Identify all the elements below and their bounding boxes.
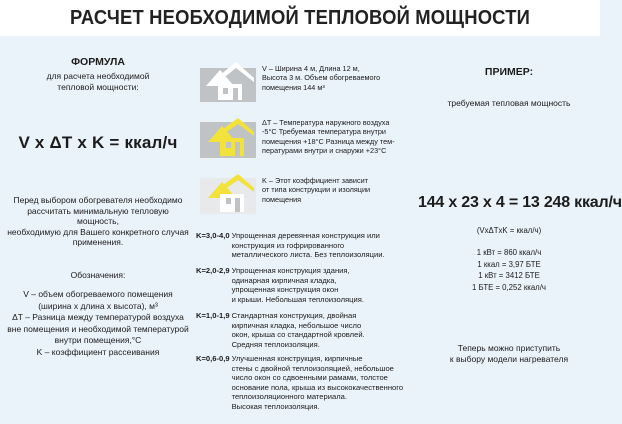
formula-subheading-line-2: тепловой мощности:: [57, 82, 139, 92]
coefficient-text-line: Упрощенная конструкция здания,: [231, 266, 350, 275]
explanation-column: [196, 56, 418, 411]
coefficient-text: [230, 266, 364, 304]
example-column: [418, 66, 622, 365]
coefficient-text-line: Высокая теплоизоляция.: [231, 401, 320, 411]
coefficient-k-2-2-9: [196, 266, 418, 304]
example-heading: ПРИМЕР:: [484, 66, 534, 78]
coefficient-text-line: Улучшенная конструкция, кирпичные: [231, 354, 363, 363]
coefficient-row: [196, 168, 418, 224]
coefficient-text-line: Средняя теплоизоляция.: [231, 339, 320, 349]
coefficient-text-line: теплоизоляционного материала.: [231, 392, 347, 402]
notation-k: K – коэффициент рассеивания: [36, 346, 160, 357]
coefficient-k-0-6-0-9: [196, 354, 418, 412]
conversion-line: 1 кВт = 3412 БТЕ: [478, 271, 540, 280]
coefficient-text-line: одинарная кирпичная кладка,: [231, 275, 337, 285]
unit-conversions: [418, 247, 600, 293]
intro-paragraph: [0, 195, 196, 248]
coefficient-text-line: Стандартная конструкция, двойная: [231, 311, 357, 320]
coefficient-line-2: от типа конструкции и изоляции: [262, 185, 371, 195]
coefficient-text-line: и крыши. Небольшая теплоизоляция.: [231, 294, 364, 304]
page-title: РАСЧЕТ НЕОБХОДИМОЙ ТЕПЛОВОЙ МОЩНОСТИ: [69, 6, 531, 29]
coefficient-text: [230, 311, 365, 349]
intro-line-4: применения.: [72, 237, 124, 247]
conversion-line: 1 БТЕ = 0,252 ккал/ч: [472, 282, 546, 292]
example-subheading: требуемая тепловая мощность: [447, 98, 571, 108]
volume-line-2: Высота 3 м. Объем обогреваемого: [262, 73, 381, 83]
example-calculation: 144 x 23 x 4 = 13 248 ккал/ч: [418, 194, 622, 211]
formula-subheading-line-1: для расчета необходимой: [46, 71, 150, 81]
house-volume-icon: [200, 56, 256, 102]
coefficient-text-line: число окон со сдвоенными рамами, толстое: [231, 373, 388, 383]
coefficient-text-line: кирпичная кладка, небольшое число: [231, 320, 362, 330]
notation-v-line-2: (ширина x длина x высота), м³: [38, 300, 158, 311]
coefficient-text: [230, 354, 404, 412]
title-bar: [0, 0, 600, 36]
volume-line-1: V – Ширина 4 м, Длина 12 м,: [262, 64, 360, 73]
notation-title: Обозначения:: [70, 269, 126, 280]
temperature-line-4: пературами внутри и снаружи +23°С: [262, 145, 387, 155]
coefficient-text-line: конструкция из гофрированного: [231, 240, 345, 250]
coefficient-text-line: Упрощенная деревянная конструкция или: [231, 231, 380, 240]
formula-subheading: [0, 71, 196, 93]
next-step-line-2: к выбору модели нагревателя: [449, 354, 569, 364]
coefficient-line-3: помещения: [262, 194, 302, 204]
formula-heading: ФОРМУЛА: [71, 56, 125, 68]
notation-legend: [0, 270, 196, 359]
coefficient-key: K=2,0-2,9: [196, 266, 230, 275]
temperature-line-1: ΔT – Температура наружного воздуха: [262, 118, 390, 127]
volume-line-3: помещения 144 м³: [262, 82, 325, 92]
volume-row: [196, 56, 418, 112]
conversion-line: 1 ккал = 3,97 БТЕ: [477, 259, 541, 269]
example-formula-small: (VxΔTxK = ккал/ч): [476, 226, 542, 235]
notation-t-line-2: вне помещения и необходимой температурой: [7, 323, 189, 334]
coefficient-text-line: упрощенная конструкция окон: [231, 285, 339, 295]
coefficient-line-1: K – Этот коэффициент зависит: [262, 176, 369, 185]
notation-t-line-1: ΔT – Разница между температурой воздуха: [12, 312, 184, 322]
volume-description: [262, 64, 380, 92]
coefficient-key: K=0,6-0,9: [196, 354, 230, 363]
temperature-line-2: -5°С Требуемая температура внутри: [262, 127, 386, 137]
house-coefficient-icon: [200, 168, 256, 214]
conversion-line: 1 кВт = 860 ккал/ч: [476, 248, 542, 257]
intro-line-1: Перед выбором обогревателя необходимо: [13, 195, 183, 205]
temperature-description: [262, 118, 395, 155]
next-step-line-1: Теперь можно приступить: [457, 343, 561, 353]
coefficient-description: [262, 176, 370, 204]
coefficient-k-3-4: [196, 231, 418, 260]
temperature-row: [196, 112, 418, 168]
intro-line-2: рассчитать минимальную тепловую мощность,: [27, 205, 169, 226]
coefficient-text-line: окон, крыша со стандартной кровлей.: [231, 330, 365, 340]
intro-line-3: необходимую для Вашего конкретного случая: [7, 226, 189, 237]
coefficient-key: K=3,0-4,0: [196, 231, 230, 240]
coefficient-k-1-1-9: [196, 311, 418, 349]
house-temperature-icon: [200, 112, 256, 158]
temperature-line-3: помещения +18°С Разница между тем-: [262, 136, 395, 146]
formula-column: [0, 56, 196, 358]
coefficient-key: K=1,0-1,9: [196, 311, 230, 320]
coefficient-text: [230, 231, 385, 260]
notation-v-line-1: V – объем обогреваемого помещения: [23, 289, 173, 299]
notation-t-line-3: внутри помещения,°С: [54, 335, 142, 345]
main-formula: V x ΔT x K = ккал/ч: [18, 133, 178, 152]
coefficient-text-line: основание пола, крыша из высококачественного: [231, 382, 404, 392]
next-step-text: [418, 343, 600, 365]
coefficient-text-line: металлического листа. Без теплоизоляции.: [231, 250, 385, 260]
coefficient-text-line: стены с двойной теплоизоляцией, небольшое: [231, 363, 394, 373]
